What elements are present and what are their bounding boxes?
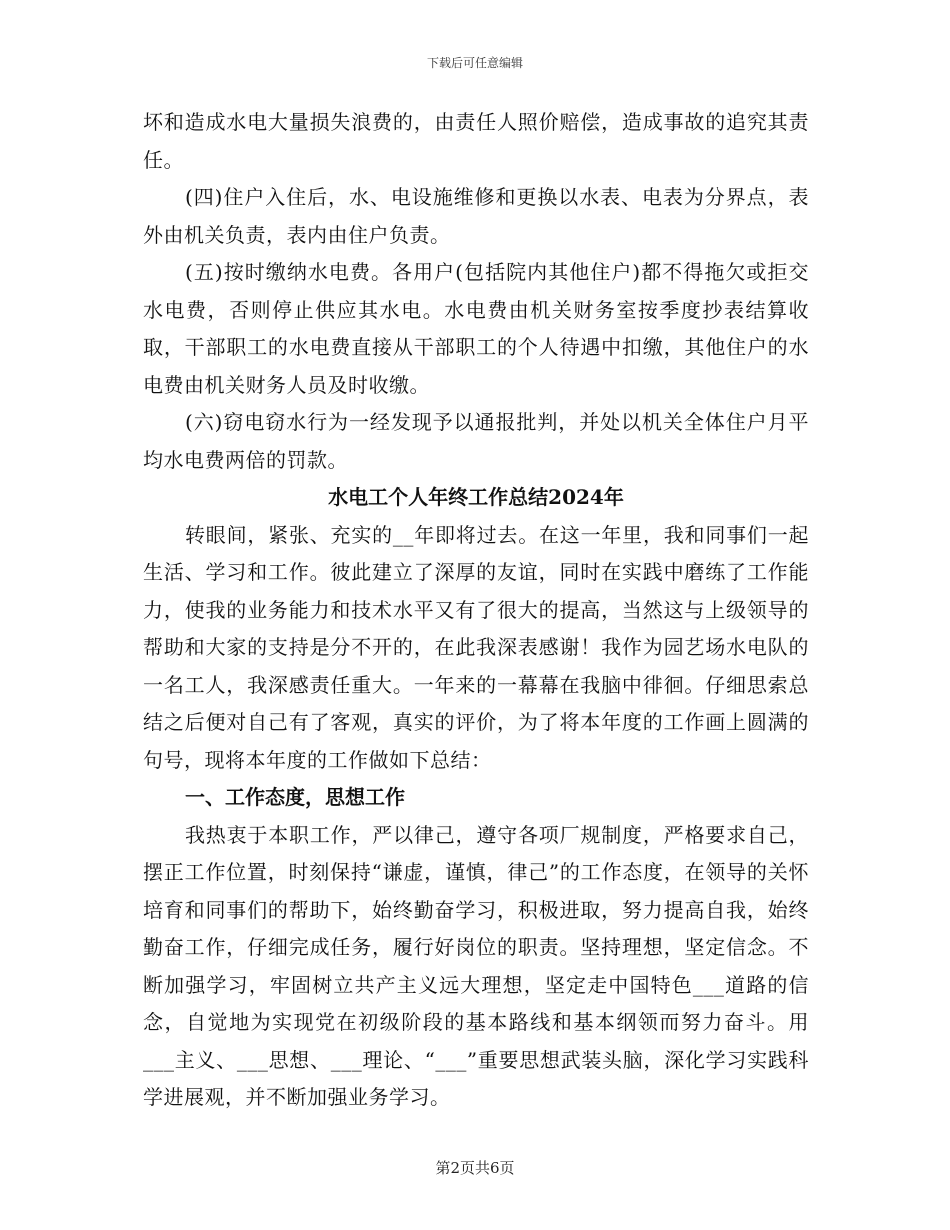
intro-paragraph: 转眼间，紧张、充实的__年即将过去。在这一年里，我和同事们一起生活、学习和工作。彼此建立了深厚的友谊，同时在实践中磨练了工作能力，使我的业务能力和技术水平又有了很大的提高，当然这与上级领导的帮助和大家的支持是分不开的，在此我深表感谢！我作为园艺场水电队的一名工人，我深感责任重大。一年来的一幕幕在我脑中徘徊。仔细思索总结之后便对自己有了客观，真实的评价，为了将本年度的工作画上圆满的句号，现将本年度的工作做如下总结： [143, 522, 809, 772]
page-number: 第2页共6页 [435, 1159, 515, 1177]
paragraph-continuation: 坏和造成水电大量损失浪费的，由责任人照价赔偿，造成事故的追究其责任。 [143, 110, 809, 172]
paragraph-item-4: (四)住户入住后，水、电设施维修和更换以水表、电表为分界点，表外由机关负责，表内由住户负责。 [143, 185, 809, 247]
section-1-body: 我热衷于本职工作，严以律己，遵守各项厂规制度，严格要求自己，摆正工作位置，时刻保持“谦虚，谨慎，律己”的工作态度，在领导的关怀培育和同事们的帮助下，始终勤奋学习，积极进取，努力提高自我，始终勤奋工作，仔细完成任务，履行好岗位的职责。坚持理想，坚定信念。不断加强学习，牢固树立共产主义远大理想，坚定走中国特色___道路的信念，自觉地为实现党在初级阶段的基本路线和基本纲领而努力奋斗。用___主义、___思想、___理论、“___”重要思想武装头脑，深化学习实践科学进展观，并不断加强业务学习。 [143, 822, 809, 1109]
paragraph-item-6: (六)窃电窃水行为一经发现予以通报批判，并处以机关全体住户月平均水电费两倍的罚款。 [143, 410, 809, 472]
paragraph-item-5: (五)按时缴纳水电费。各用户(包括院内其他住户)都不得拖欠或拒交水电费，否则停止供应其水电。水电费由机关财务室按季度抄表结算收取，干部职工的水电费直接从干部职工的个人待遇中扣缴，其他住户的水电费由机关财务人员及时收缴。 [143, 260, 809, 397]
document-title: 水电工个人年终工作总结2024年 [328, 485, 624, 509]
section-heading-1: 一、工作态度，思想工作 [185, 785, 405, 809]
header-note: 下载后可任意编辑 [426, 56, 523, 70]
document-body [143, 104, 809, 1117]
